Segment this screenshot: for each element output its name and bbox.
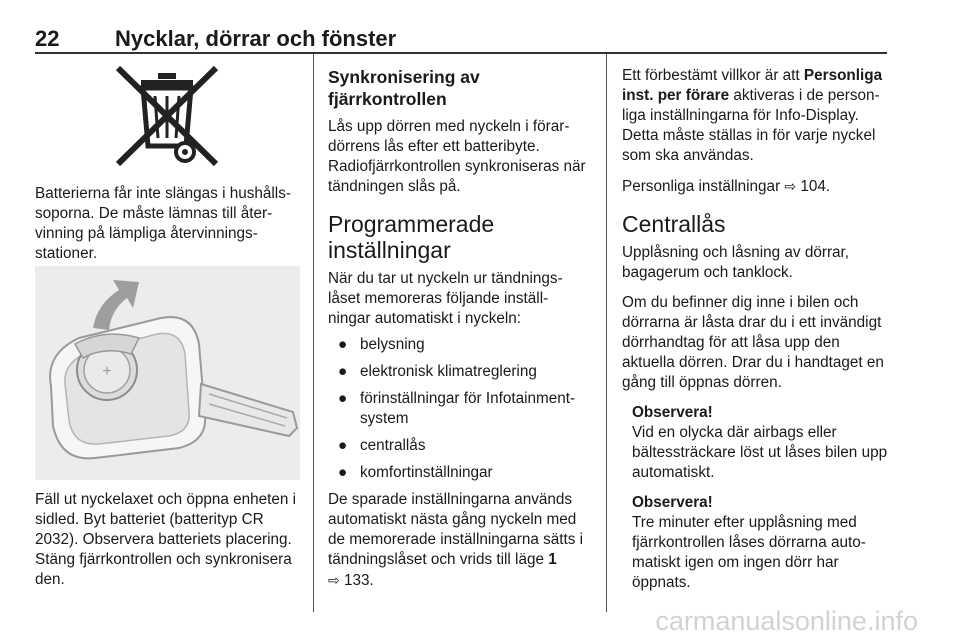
central-locking-text: Om du befinner dig inne i bilen och dörrarna är låsta drar du i ett invändigt dörrhandtag för att låsa upp den aktuella dörren. Drar du i handtaget en gång till öppnas dörren. <box>622 294 884 391</box>
crossed-out-bin-icon <box>108 64 223 169</box>
stored-settings-text: De sparade inställningarna används automatiskt nästa gång nyckeln med de memorerade inställningarna sätts i tändningslåset och vrids till läge 1 ⇨ 133. <box>328 491 584 589</box>
page-reference-icon: ⇨ <box>328 572 340 588</box>
watermark: carmanualsonline.info <box>655 606 918 636</box>
personal-settings-ref: Personliga inställningar ⇨ 104. <box>622 178 831 195</box>
svg-text:+: + <box>102 363 112 380</box>
column-divider-2 <box>606 54 607 612</box>
list-item: ● komfortinställningar <box>338 464 493 481</box>
page-number: 22 <box>35 26 60 51</box>
column-2 <box>328 66 590 601</box>
note-title: Observera! <box>632 404 713 421</box>
note-text: Tre minuter efter upplåsning med fjärrkontrollen låses dörrarna auto-matiskt igen om ingen dörr har öppnats. <box>632 514 866 591</box>
ignition-position: 1 <box>548 551 557 568</box>
bullet: ● <box>338 336 348 353</box>
bullet: ● <box>338 363 348 380</box>
sync-heading: Synkronisering av fjärrkontrollen <box>328 67 480 109</box>
note-airbag <box>632 403 888 483</box>
bullet: ● <box>338 390 348 407</box>
page-reference: 133. <box>343 572 374 589</box>
key-battery-instructions: Fäll ut nyckelaxet och öppna enheten i sidled. Byt batteriet (batterityp CR 2032). Observera batteriets placering. Stäng fjärrkontrollen och synkronisera den. <box>35 491 297 588</box>
note-title: Observera! <box>632 494 713 511</box>
central-locking-intro: Upplåsning och låsning av dörrar, bagagerum och tanklock. <box>622 244 850 281</box>
note-auto-relock <box>632 493 888 593</box>
page-title: Nycklar, dörrar och fönster <box>115 26 397 51</box>
list-item: ● förinställningar för Infotainment-system <box>338 390 576 427</box>
header-rule <box>35 52 887 54</box>
memorized-settings-list <box>328 335 590 483</box>
key-battery-illustration <box>35 266 300 480</box>
list-item: ● centrallås <box>338 437 426 454</box>
precondition-text: Ett förbestämt villkor är att Personliga inst. per förare aktiveras i de person-liga inställningarna för Info-Display. Detta måste ställas in för varje nyckel som ska användas. <box>622 67 883 164</box>
page-reference-icon: ⇨ <box>784 178 797 194</box>
bullet: ● <box>338 437 348 454</box>
sync-text: Lås upp dörren med nyckeln i förar-dörrens lås efter ett batteribyte. Radiofjärrkontrollen synkroniseras när tändningen slås på. <box>328 118 586 195</box>
programmed-intro: När du tar ut nyckeln ur tändnings-låset memoreras följande inställ-ningar automatiskt i nyckeln: <box>328 270 563 327</box>
column-3 <box>622 66 888 603</box>
list-item: ● elektronisk klimatreglering <box>338 363 537 380</box>
list-item: ● belysning <box>338 336 425 353</box>
bullet: ● <box>338 464 348 481</box>
menu-setting-name: Personliga inst. per förare <box>622 67 883 104</box>
programmed-settings-heading: Programmerade inställningar <box>328 211 495 263</box>
battery-disposal-text: Batterierna får inte slängas i hushålls-soporna. De måste lämnas till åter-vinning på lämpliga återvinnings-stationer. <box>35 185 291 262</box>
column-divider-1 <box>313 54 314 612</box>
central-locking-heading: Centrallås <box>622 211 726 237</box>
note-text: Vid en olycka där airbags eller bältessträckare löst ut låses bilen upp automatiskt. <box>632 424 888 481</box>
